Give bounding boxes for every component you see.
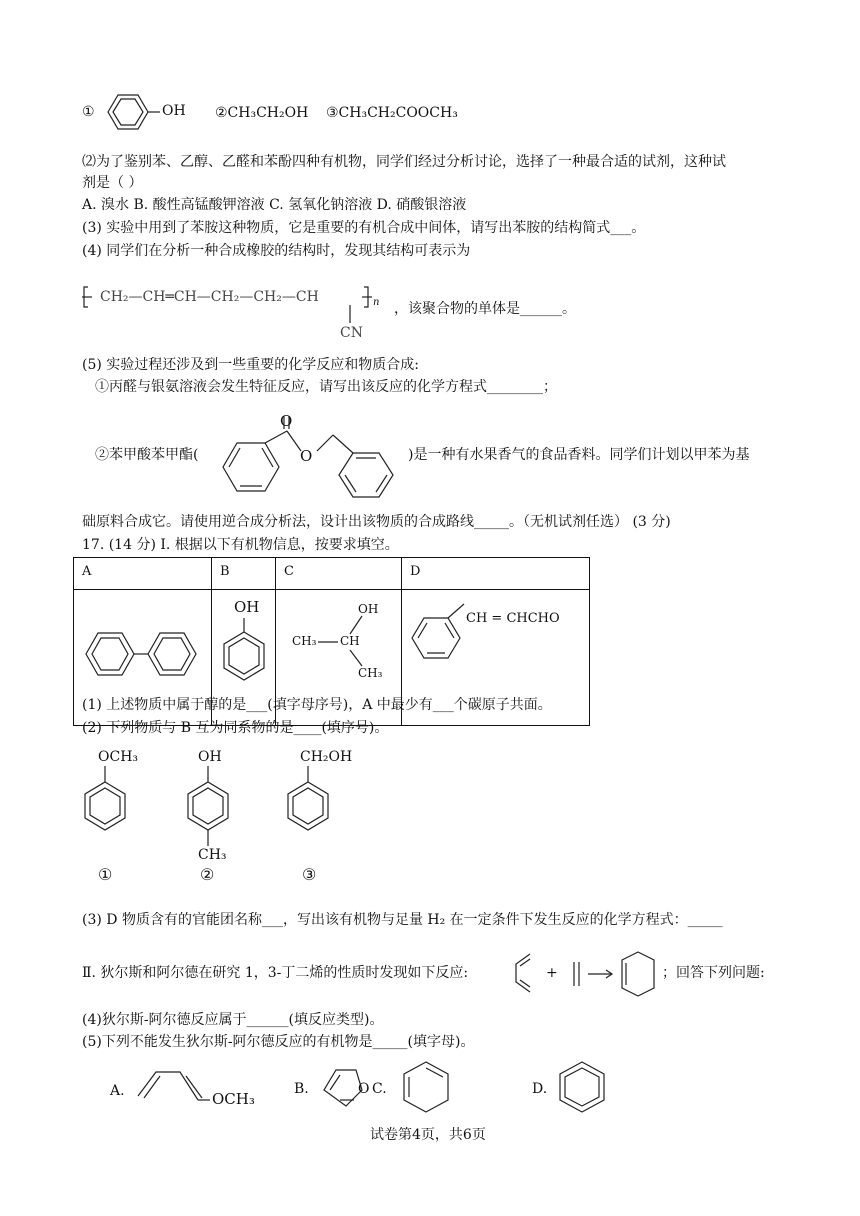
diels-alder-scheme [512, 950, 672, 1000]
benzyl-benzoate-structure [215, 415, 415, 500]
homolog-1-group: OCH₃ [98, 749, 139, 765]
q5-item1: ①丙醛与银氨溶液会发生特征反应，请写出该反应的化学方程式________； [95, 379, 557, 395]
diels-alder-plus: + [546, 965, 558, 981]
furan-o: O [358, 1081, 370, 1097]
homolog-mark-2: ② [200, 865, 215, 884]
q4-text: (4) 同学们在分析一种合成橡胶的结构时，发现其结构可表示为 [82, 243, 471, 259]
ester-ether-o: O [300, 447, 313, 465]
q5-item2-line2: 础原料合成它。请使用逆合成分析法，设计出该物质的合成路线_____。（无机试剂任选） (3 分) [82, 514, 671, 530]
compound-1-mark: ① [82, 104, 95, 120]
q5-item2-tail: )是一种有水果香气的食品香料。同学们计划以甲苯为基 [408, 447, 750, 463]
benzene-structure [556, 1060, 626, 1120]
d-chain-label: CH = CHCHO [466, 611, 560, 626]
biphenyl-structure [84, 624, 214, 684]
c-ch-label: CH [340, 634, 360, 648]
homolog-2-group: OH [198, 749, 222, 765]
compound-3: ③CH₃CH₂COOCH₃ [326, 105, 458, 121]
polymer-n: n [373, 297, 380, 308]
ester-carbonyl-o: O [280, 412, 293, 430]
q2-line1: ⑵为了鉴别苯、乙醇、乙醛和苯酚四种有机物，同学们经过分析讨论，选择了一种最合适的试剂，这种试 [82, 154, 726, 170]
q17-p3: (3) D 物质含有的官能团名称___，写出该有机物与足量 H₂ 在一定条件下发生反应的化学方程式：_____ [82, 912, 723, 928]
option-a-label: A. [110, 1083, 125, 1099]
q3-text: (3) 实验中用到了苯胺这种物质，它是重要的有机合成中间体，请写出苯胺的结构简式___。 [82, 220, 646, 236]
compound-2: ②CH₃CH₂OH [215, 105, 309, 121]
b-oh-label: OH [234, 598, 260, 616]
part2-text: Ⅱ. 狄尔斯和阿尔德在研究 1，3-丁二烯的性质时发现如下反应: [82, 965, 469, 981]
q2-line2: 剂是（ ） [82, 175, 143, 191]
q5-intro: (5) 实验过程还涉及到一些重要的化学反应和物质合成: [82, 357, 419, 373]
c-ch3-bottom: CH₃ [358, 666, 383, 680]
homolog-3-group: CH₂OH [300, 749, 353, 765]
table-header-c: C [276, 558, 402, 590]
cyclohexadiene-structure [400, 1060, 470, 1120]
polymer-cn: CN [340, 325, 363, 341]
q4-tail: ，该聚合物的单体是______。 [394, 301, 576, 317]
part2-q5: (5)下列不能发生狄尔斯-阿尔德反应的有机物是_____(填字母)。 [82, 1034, 475, 1050]
option-c-label: C. [372, 1081, 387, 1097]
part2-tail: ；回答下列问题: [662, 965, 765, 981]
phenol-b-structure [218, 610, 278, 710]
c-ch3-left: CH₃ [292, 634, 317, 648]
table-header-a: A [74, 558, 212, 590]
q17-heading: 17. (14 分) Ⅰ. 根据以下有机物信息，按要求填空。 [82, 537, 399, 553]
q17-p1: (1) 上述物质中属于醇的是___(填字母序号)，A 中最少有___个碳原子共面。 [82, 697, 552, 713]
option-d-label: D. [532, 1081, 548, 1097]
table-header-b: B [212, 558, 276, 590]
polymer-chain: CH₂—CH═CH—CH₂—CH₂—CH [100, 289, 319, 305]
page-footer: 试卷第4页，共6页 [370, 1127, 486, 1143]
homolog-mark-3: ③ [302, 865, 317, 884]
q5-item2-lead: ②苯甲酸苯甲酯( [95, 447, 199, 463]
isopropanol-bonds [276, 590, 396, 690]
homolog-2-ch3: CH₃ [198, 847, 227, 863]
q17-p2: (2) 下列物质与 B 互为同系物的是____(填序号)。 [82, 720, 389, 736]
q2-options: A. 溴水 B. 酸性高锰酸钾溶液 C. 氢氧化钠溶液 D. 硝酸银溶液 [82, 197, 467, 213]
phenol-oh-label: OH [162, 103, 186, 119]
c-oh-label: OH [358, 602, 379, 616]
part2-q4: (4)狄尔斯-阿尔德反应属于______(填反应类型)。 [82, 1012, 384, 1028]
table-header-d: D [402, 558, 590, 590]
option-a-group: OCH₃ [212, 1090, 255, 1108]
option-b-label: B. [294, 1081, 309, 1097]
homolog-mark-1: ① [98, 865, 113, 884]
